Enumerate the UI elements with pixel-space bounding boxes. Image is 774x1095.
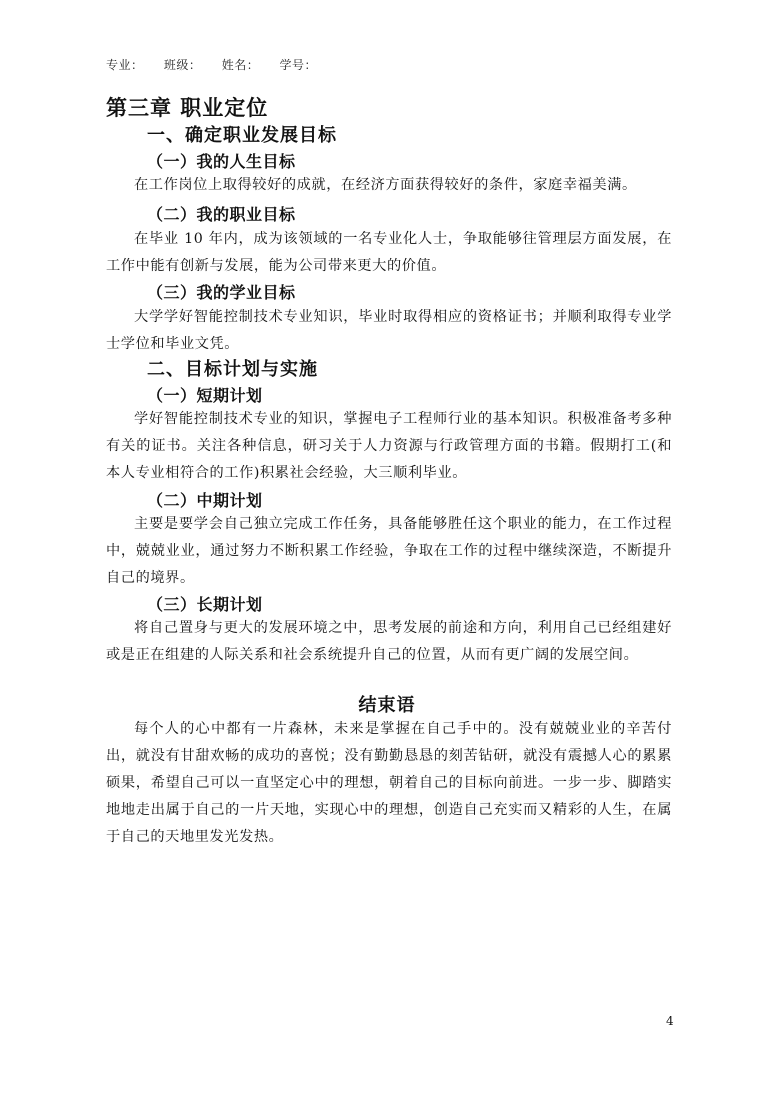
subsection-title-life-goal: （一）我的人生目标 — [147, 152, 296, 171]
section-title-plan: 二、目标计划与实施 — [147, 359, 318, 380]
page-number: 4 — [666, 1014, 674, 1028]
paragraph-mid-term: 主要是要学会自己独立完成工作任务，具备能够胜任这个职业的能力，在工作过程中，兢兢业业，通过努力不断积累工作经验，争取在工作的过程中继续深造，不断提升自己的境界。 — [106, 516, 672, 586]
paragraph-academic-goal: 大学学好智能控制技术专业知识，毕业时取得相应的资格证书；并顺利取得专业学士学位和毕业文凭。 — [106, 309, 672, 352]
paragraph-career-goal: 在毕业 10 年内，成为该领域的一名专业化人士，争取能够往管理层方面发展，在工作中能有创新与发展，能为公司带来更大的价值。 — [106, 231, 672, 274]
subsection-title-short-term: （一）短期计划 — [147, 386, 263, 405]
paragraph-long-term: 将自己置身与更大的发展环境之中，思考发展的前途和方向，利用自己已经组建好或是正在组建的人际关系和社会系统提升自己的位置，从而有更广阔的发展空间。 — [106, 620, 672, 663]
paragraph-short-term: 学好智能控制技术专业的知识，掌握电子工程师行业的基本知识。积极准备考多种有关的证书。关注各种信息，研习关于人力资源与行政管理方面的书籍。假期打工(和本人专业相符合的工作)积累社会经验，大三顺利毕业。 — [106, 411, 672, 481]
major-label: 专业： — [106, 58, 144, 72]
student-info-header — [106, 56, 333, 73]
conclusion-title: 结束语 — [358, 695, 416, 716]
paragraph-life-goal: 在工作岗位上取得较好的成就，在经济方面获得较好的条件，家庭幸福美满。 — [134, 177, 637, 193]
subsection-title-long-term: （三）长期计划 — [147, 595, 263, 614]
subsection-title-career-goal: （二）我的职业目标 — [147, 205, 296, 224]
class-label: 班级： — [163, 58, 202, 72]
subsection-title-academic-goal: （三）我的学业目标 — [147, 283, 296, 302]
chapter-title: 第三章 职业定位 — [106, 96, 269, 120]
student-id-label: 学号： — [279, 58, 318, 72]
paragraph-conclusion: 每个人的心中都有一片森林，未来是掌握在自己手中的。没有兢兢业业的辛苦付出，就没有甘甜欢畅的成功的喜悦；没有勤勤恳恳的刻苦钻研，就没有震撼人心的累累硕果，希望自己可以一直坚定心中的理想，朝着自己的目标向前进。一步一步、脚踏实地地走出属于自己的一片天地，实现心中的理想，创造自己充实而又精彩的人生，在属于自己的天地里发光发热。 — [106, 721, 672, 845]
subsection-title-mid-term: （二）中期计划 — [147, 491, 263, 510]
section-title-goals: 一、确定职业发展目标 — [147, 125, 337, 146]
name-label: 姓名： — [221, 58, 260, 72]
